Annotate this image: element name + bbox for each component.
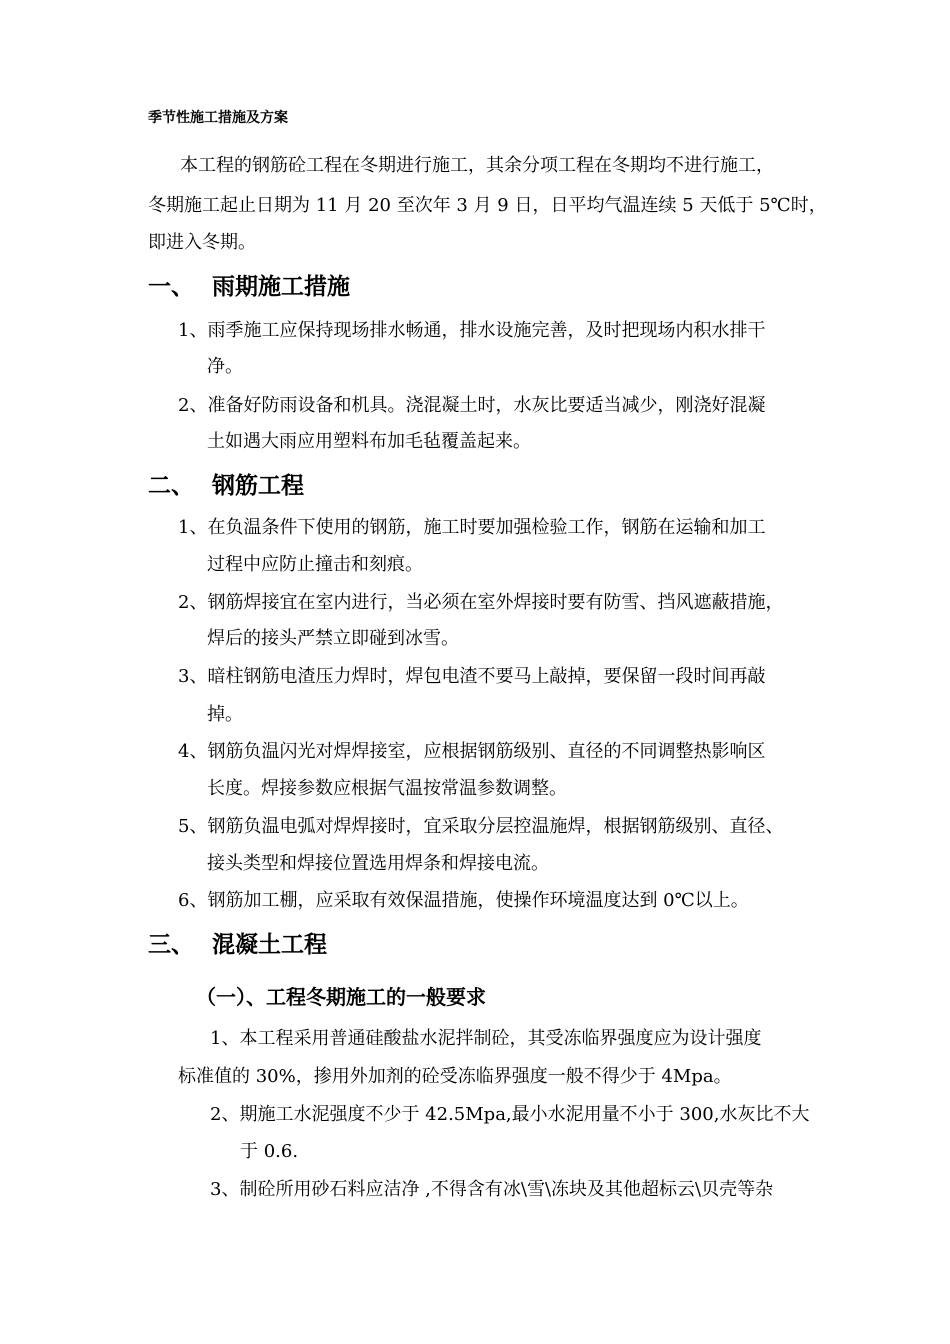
section-1-line: 1、雨季施工应保持现场排水畅通，排水设施完善，及时把现场内积水排干 <box>178 320 766 341</box>
section-1-line: 2、准备好防雨设备和机具。浇混凝土时，水灰比要适当减少，刚浇好混凝 <box>178 395 766 416</box>
document-title: 季节性施工措施及方案 <box>148 110 288 126</box>
section-1-line: 净。 <box>207 356 243 377</box>
intro-line: 即进入冬期。 <box>148 232 256 253</box>
section-2-line: 5、钢筋负温电弧对焊焊接时，宜采取分层控温施焊，根据钢筋级别、直径、 <box>178 816 784 837</box>
section-2-heading: 钢筋工程 <box>212 473 304 499</box>
section-3-line: 3、制砼所用砂石料应洁净 ,不得含有冰\雪\冻块及其他超标云\贝壳等杂 <box>210 1179 774 1200</box>
section-1-heading: 雨期施工措施 <box>212 274 350 300</box>
section-2-line: 2、钢筋焊接宜在室内进行，当必须在室外焊接时要有防雪、挡风遮蔽措施， <box>178 592 784 613</box>
section-2-line: 接头类型和焊接位置选用焊条和焊接电流。 <box>207 853 549 874</box>
section-3-line: 1、本工程采用普通硅酸盐水泥拌制砼，其受冻临界强度应为设计强度 <box>210 1028 762 1049</box>
section-3-heading: 混凝土工程 <box>212 932 327 958</box>
section-2-line: 焊后的接头严禁立即碰到冰雪。 <box>207 628 459 649</box>
section-3-line: 于 0.6. <box>240 1141 299 1162</box>
section-1-line: 土如遇大雨应用塑料布加毛毡覆盖起来。 <box>207 431 531 452</box>
section-2-line: 3、暗柱钢筋电渣压力焊时，焊包电渣不要马上敲掉，要保留一段时间再敲 <box>178 666 766 687</box>
section-3-line: 标准值的 30%，掺用外加剂的砼受冻临界强度一般不得少于 4Mpa。 <box>178 1066 732 1087</box>
section-3-subheading: （一）、工程冬期施工的一般要求 <box>196 985 486 1009</box>
section-2-line: 6、钢筋加工棚，应采取有效保温措施，使操作环境温度达到 0℃以上。 <box>178 890 749 911</box>
intro-line: 本工程的钢筋砼工程在冬期进行施工，其余分项工程在冬期均不进行施工， <box>180 155 774 176</box>
section-2-line: 掉。 <box>207 704 243 725</box>
section-2-line: 长度。焊接参数应根据气温按常温参数调整。 <box>207 778 567 799</box>
section-1-number: 一、 <box>148 274 194 300</box>
section-2-line: 4、钢筋负温闪光对焊焊接室，应根据钢筋级别、直径的不同调整热影响区 <box>178 741 766 762</box>
intro-line: 冬期施工起止日期为 11 月 20 至次年 3 月 9 日，日平均气温连续 5 天低于 5℃时， <box>148 195 827 216</box>
section-3-number: 三、 <box>148 932 194 958</box>
section-2-line: 1、在负温条件下使用的钢筋，施工时要加强检验工作，钢筋在运输和加工 <box>178 517 766 538</box>
section-2-number: 二、 <box>148 473 194 499</box>
section-3-line: 2、期施工水泥强度不少于 42.5Mpa,最小水泥用量不小于 300,水灰比不大 <box>210 1104 810 1125</box>
section-2-line: 过程中应防止撞击和刻痕。 <box>207 554 423 575</box>
